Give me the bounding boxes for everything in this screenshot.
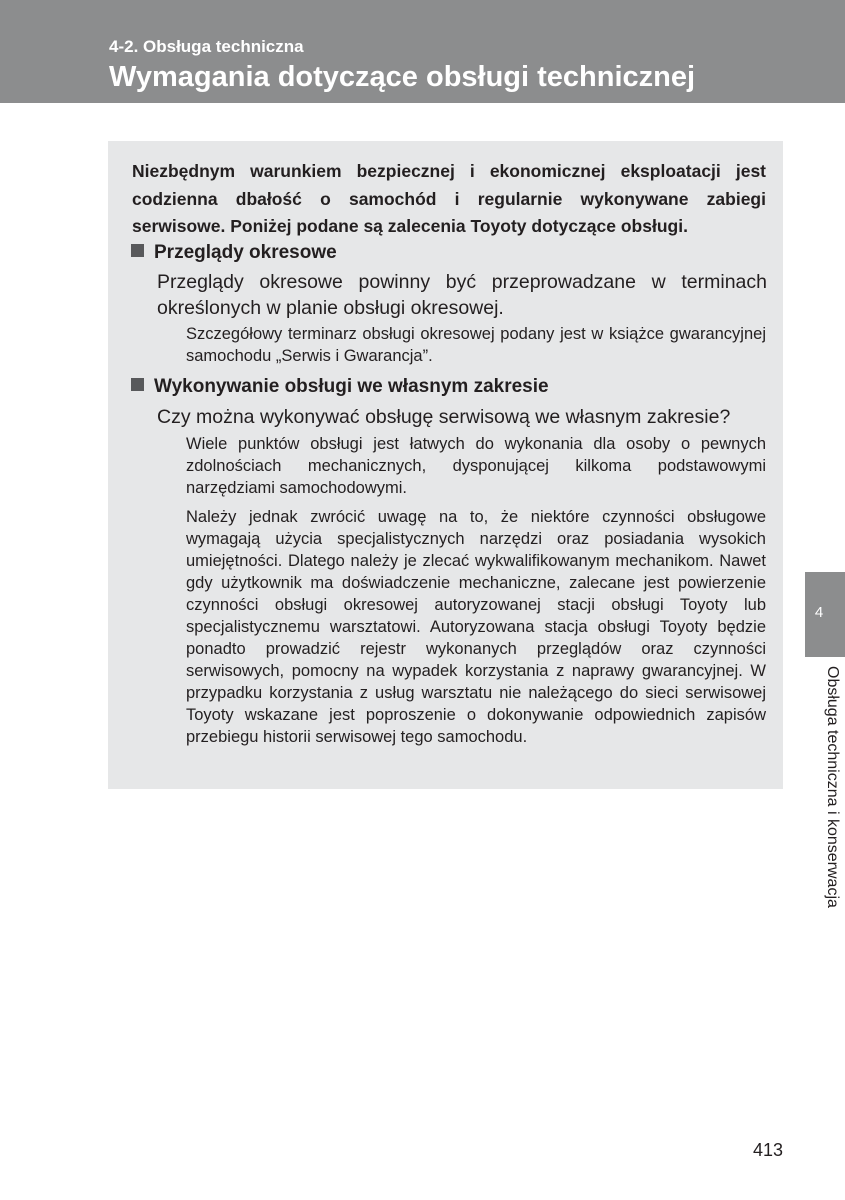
note-easy-maintenance: Wiele punktów obsługi jest łatwych do wykonania dla osoby o pewnych zdolnościach mechanicznych, dysponującej kilkoma podstawowymi narzędziami samochodowymi. bbox=[186, 435, 766, 497]
section-lead-diy-maintenance: Czy można wykonywać obsługę serwisową we własnym zakresie? bbox=[157, 406, 731, 428]
square-bullet-icon bbox=[131, 378, 144, 391]
intro-paragraph: Niezbędnym warunkiem bezpiecznej i ekonomicznej eksploatacji jest codzienna dbałość o samochód i regularnie wykonywane zabiegi serwisowe. Poniżej podane są zalecenia Toyoty dotyczące obsługi. bbox=[132, 161, 766, 236]
page-title: Wymagania dotyczące obsługi technicznej bbox=[109, 61, 696, 93]
content-box bbox=[108, 141, 783, 789]
chapter-number: 4 bbox=[814, 604, 824, 621]
chapter-side-label: Obsługa techniczna i konserwacja bbox=[824, 666, 841, 908]
page-number: 413 bbox=[752, 1140, 783, 1160]
note-specialist-service: Należy jednak zwrócić uwagę na to, że niektóre czynności obsługowe wymagają użycia specjalistycznych narzędzi oraz posiadania wysokich umiejętności. Dlatego należy je zlecać wykwalifikowanym mechanikom. Nawet gdy użytkownik ma doświadczenie mechaniczne, zalecane jest powierzenie czynności obsługi okresowej autoryzowanej stacji obsługi Toyoty lub specjalistycznemu warsztatowi. Autoryzowana stacja obsługi Toyoty będzie ponadto prowadzić rejestr wykonanych przeglądów oraz czynności serwisowych, pomocny na wypadek korzystania z naprawy gwarancyjnej. W przypadku korzystania z usług warsztatu nie należącego do sieci serwisowej Toyoty wskazane jest poproszenie o dokonywanie odpowiednich zapisów przebiegu historii serwisowej tego samochodu. bbox=[186, 508, 766, 746]
section-heading-periodic-inspections bbox=[131, 241, 751, 265]
square-bullet-icon bbox=[131, 244, 144, 257]
section-heading-diy-maintenance bbox=[131, 375, 751, 399]
chapter-tab bbox=[805, 572, 845, 657]
section-heading-text: Przeglądy okresowe bbox=[154, 242, 337, 263]
section-label: 4-2. Obsługa techniczna bbox=[109, 37, 304, 56]
section-lead-periodic-inspections: Przeglądy okresowe powinny być przeprowadzane w terminach określonych w planie obsługi okresowej. bbox=[157, 271, 767, 319]
page-header bbox=[0, 0, 845, 103]
note-service-schedule: Szczegółowy terminarz obsługi okresowej podany jest w książce gwarancyjnej samochodu „Serwis i Gwarancja”. bbox=[186, 325, 766, 365]
section-heading-text: Wykonywanie obsługi we własnym zakresie bbox=[154, 376, 549, 397]
